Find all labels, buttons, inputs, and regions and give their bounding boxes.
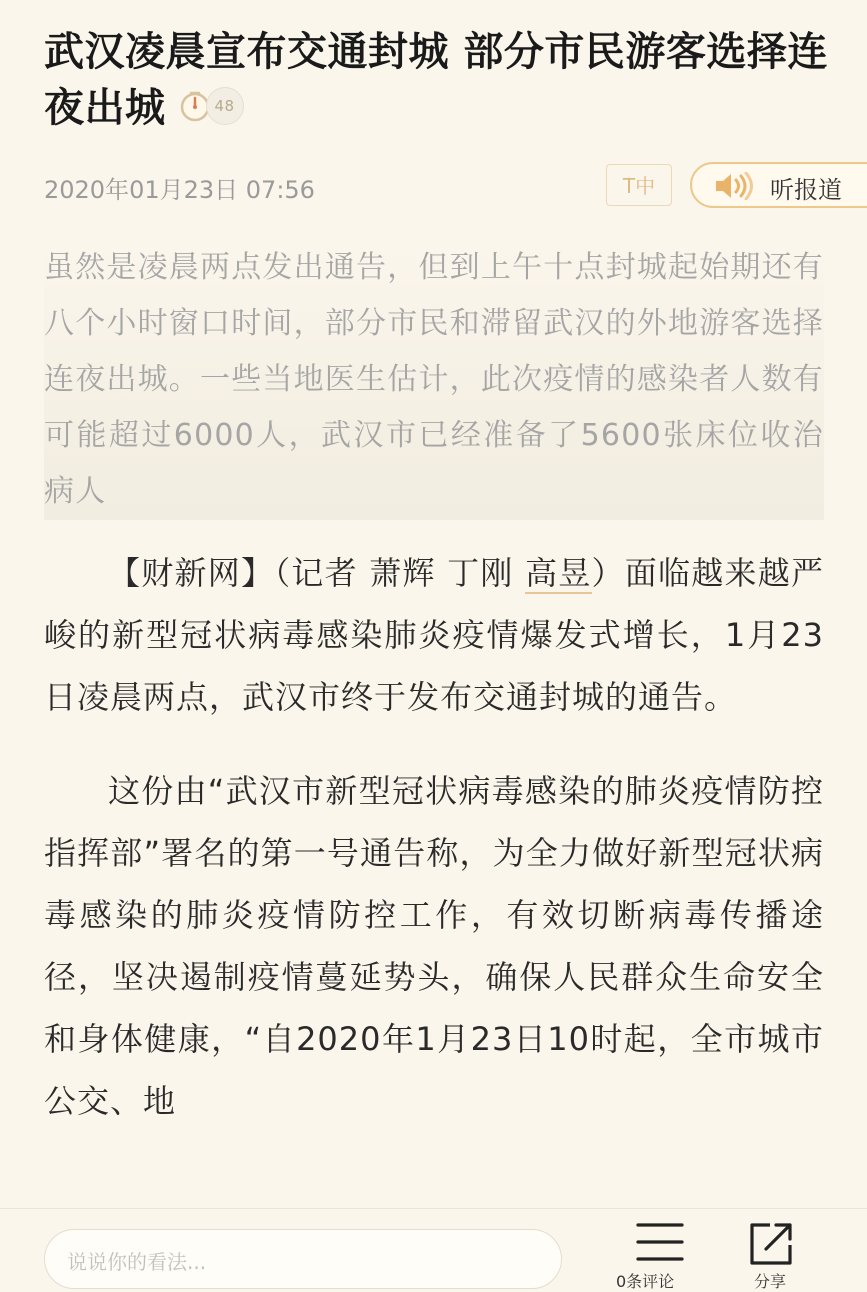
bottom-toolbar: [0, 1208, 867, 1291]
source-tag: 【财新网】: [108, 554, 275, 592]
hot-indicator[interactable]: [178, 87, 244, 125]
comment-input[interactable]: 说说你的看法...: [44, 1229, 562, 1289]
list-icon[interactable]: [634, 1219, 686, 1265]
body-paragraph-1: [44, 542, 824, 728]
share-label[interactable]: 分享: [754, 1272, 787, 1291]
font-size-button[interactable]: T中: [606, 164, 672, 206]
hot-count-badge: 48: [206, 87, 244, 125]
article-title: [44, 24, 834, 136]
reporters: （记者 萧辉 丁刚: [274, 554, 526, 592]
listen-label: 听报道: [770, 176, 842, 204]
publish-date: 2020年01月23日 07:56: [44, 176, 315, 204]
summary-text: 虽然是凌晨两点发出通告，但到上午十点封城起始期还有八个小时窗口时间，部分市民和滞留武汉的外地游客选择连夜出城。一些当地医生估计，此次疫情的感染者人数有可能超过6000人，武汉市已经准备了5600张床位收治病人: [44, 250, 824, 509]
article-meta: [44, 162, 867, 210]
comments-count-label[interactable]: 0条评论: [616, 1272, 675, 1291]
reporter-link[interactable]: 高昱: [525, 554, 592, 592]
listen-button[interactable]: [690, 162, 867, 208]
body-paragraph-2: 这份由“武汉市新型冠状病毒感染的肺炎疫情防控指挥部”署名的第一号通告称，为全力做好新型冠状病毒感染的肺炎疫情防控工作，有效切断病毒传播途径，坚决遏制疫情蔓延势头，确保人民群众生命安全和身体健康，“自2020年1月23日10时起，全市城市公交、地: [44, 772, 824, 1120]
speaker-icon: [714, 172, 758, 200]
article-body: [44, 542, 824, 1164]
article-title-text: 武汉凌晨宣布交通封城 部分市民游客选择连夜出城: [44, 29, 828, 131]
share-icon[interactable]: [746, 1219, 796, 1269]
article-summary: [44, 240, 824, 520]
paragraph-1-text: ）面临越来越严峻的新型冠状病毒感染肺炎疫情爆发式增长，1月23日凌晨两点，武汉市终于发布交通封城的通告。: [44, 554, 824, 716]
